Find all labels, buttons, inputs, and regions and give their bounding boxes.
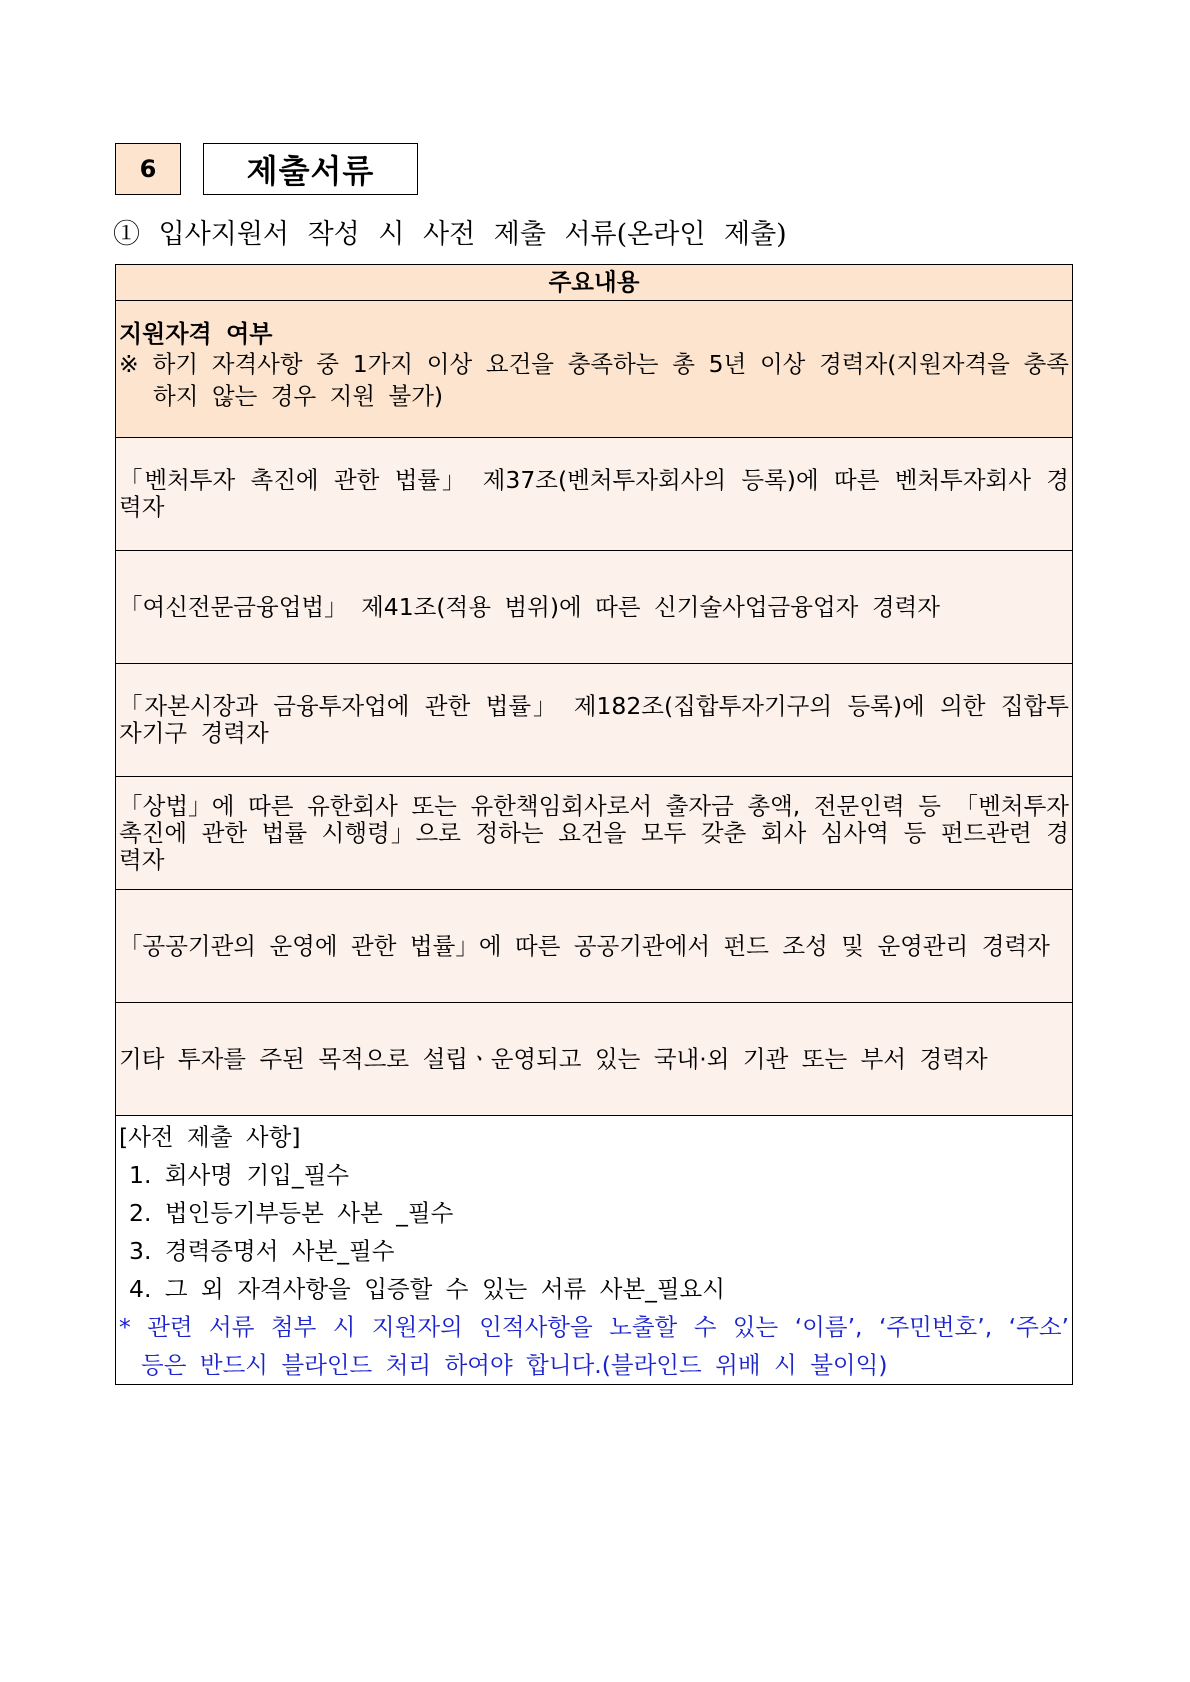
criteria-cell — [116, 551, 1073, 664]
table-row — [116, 438, 1073, 551]
criteria-text: 기타 투자를 주된 목적으로 설립ㆍ운영되고 있는 국내·외 기관 또는 부서 경력자 — [119, 1044, 988, 1073]
criteria-text: 「여신전문금융업법」 제41조(적용 범위)에 따른 신기술사업금융업자 경력자 — [119, 592, 940, 621]
documents-title: [사전 제출 사항] — [119, 1123, 301, 1151]
qualification-note: ※ 하기 자격사항 중 1가지 이상 요건을 충족하는 총 5년 이상 경력자(지원자격을 충족하지 않는 경우 지원 불가) — [119, 350, 1069, 410]
table-header: 주요내용 — [116, 265, 1073, 301]
list-item: 4. 그 외 자격사항을 입증할 수 있는 서류 사본_필요시 — [129, 1275, 725, 1303]
criteria-cell — [116, 890, 1073, 1003]
section-number: 6 — [115, 143, 181, 195]
criteria-cell — [116, 777, 1073, 890]
criteria-cell — [116, 438, 1073, 551]
list-item: 2. 법인등기부등본 사본 _필수 — [129, 1199, 454, 1227]
criteria-text: 「공공기관의 운영에 관한 법률」에 따른 공공기관에서 펀드 조성 및 운영관리 경력자 — [119, 931, 1050, 960]
qualification-title: 지원자격 여부 — [119, 320, 273, 348]
documents-cell — [116, 1116, 1073, 1385]
criteria-cell — [116, 664, 1073, 777]
list-item: 3. 경력증명서 사본_필수 — [129, 1237, 395, 1265]
qualification-cell — [116, 301, 1073, 438]
table-row — [116, 777, 1073, 890]
table-row — [116, 1003, 1073, 1116]
criteria-text: 「벤처투자 촉진에 관한 법률」 제37조(벤처투자회사의 등록)에 따른 벤처투자회사 경력자 — [119, 466, 1069, 521]
subsection-title: ① 입사지원서 작성 시 사전 제출 서류(온라인 제출) — [113, 219, 787, 250]
criteria-text: 「자본시장과 금융투자업에 관한 법률」 제182조(집합투자기구의 등록)에 의한 집합투자기구 경력자 — [119, 692, 1069, 747]
criteria-cell — [116, 1003, 1073, 1116]
submission-table — [115, 264, 1073, 1385]
table-header-row — [116, 265, 1073, 301]
list-item: 1. 회사명 기입_필수 — [129, 1161, 350, 1189]
table-row — [116, 551, 1073, 664]
documents-row — [116, 1116, 1073, 1385]
blind-processing-note: * 관련 서류 첨부 시 지원자의 인적사항을 노출할 수 있는 ‘이름’, ‘주민번호’, ‘주소’ 등은 반드시 블라인드 처리 하여야 합니다.(블라인드 위배 시 불이익) — [119, 1313, 1069, 1379]
table-row — [116, 664, 1073, 777]
qualification-row — [116, 301, 1073, 438]
section-title: 제출서류 — [203, 143, 418, 195]
criteria-text: 「상법」에 따른 유한회사 또는 유한책임회사로서 출자금 총액, 전문인력 등 「벤처투자 촉진에 관한 법률 시행령」으로 정하는 요건을 모두 갖춘 회사 심사역 등 펀드관련 경력자 — [119, 791, 1069, 874]
table-row — [116, 890, 1073, 1003]
